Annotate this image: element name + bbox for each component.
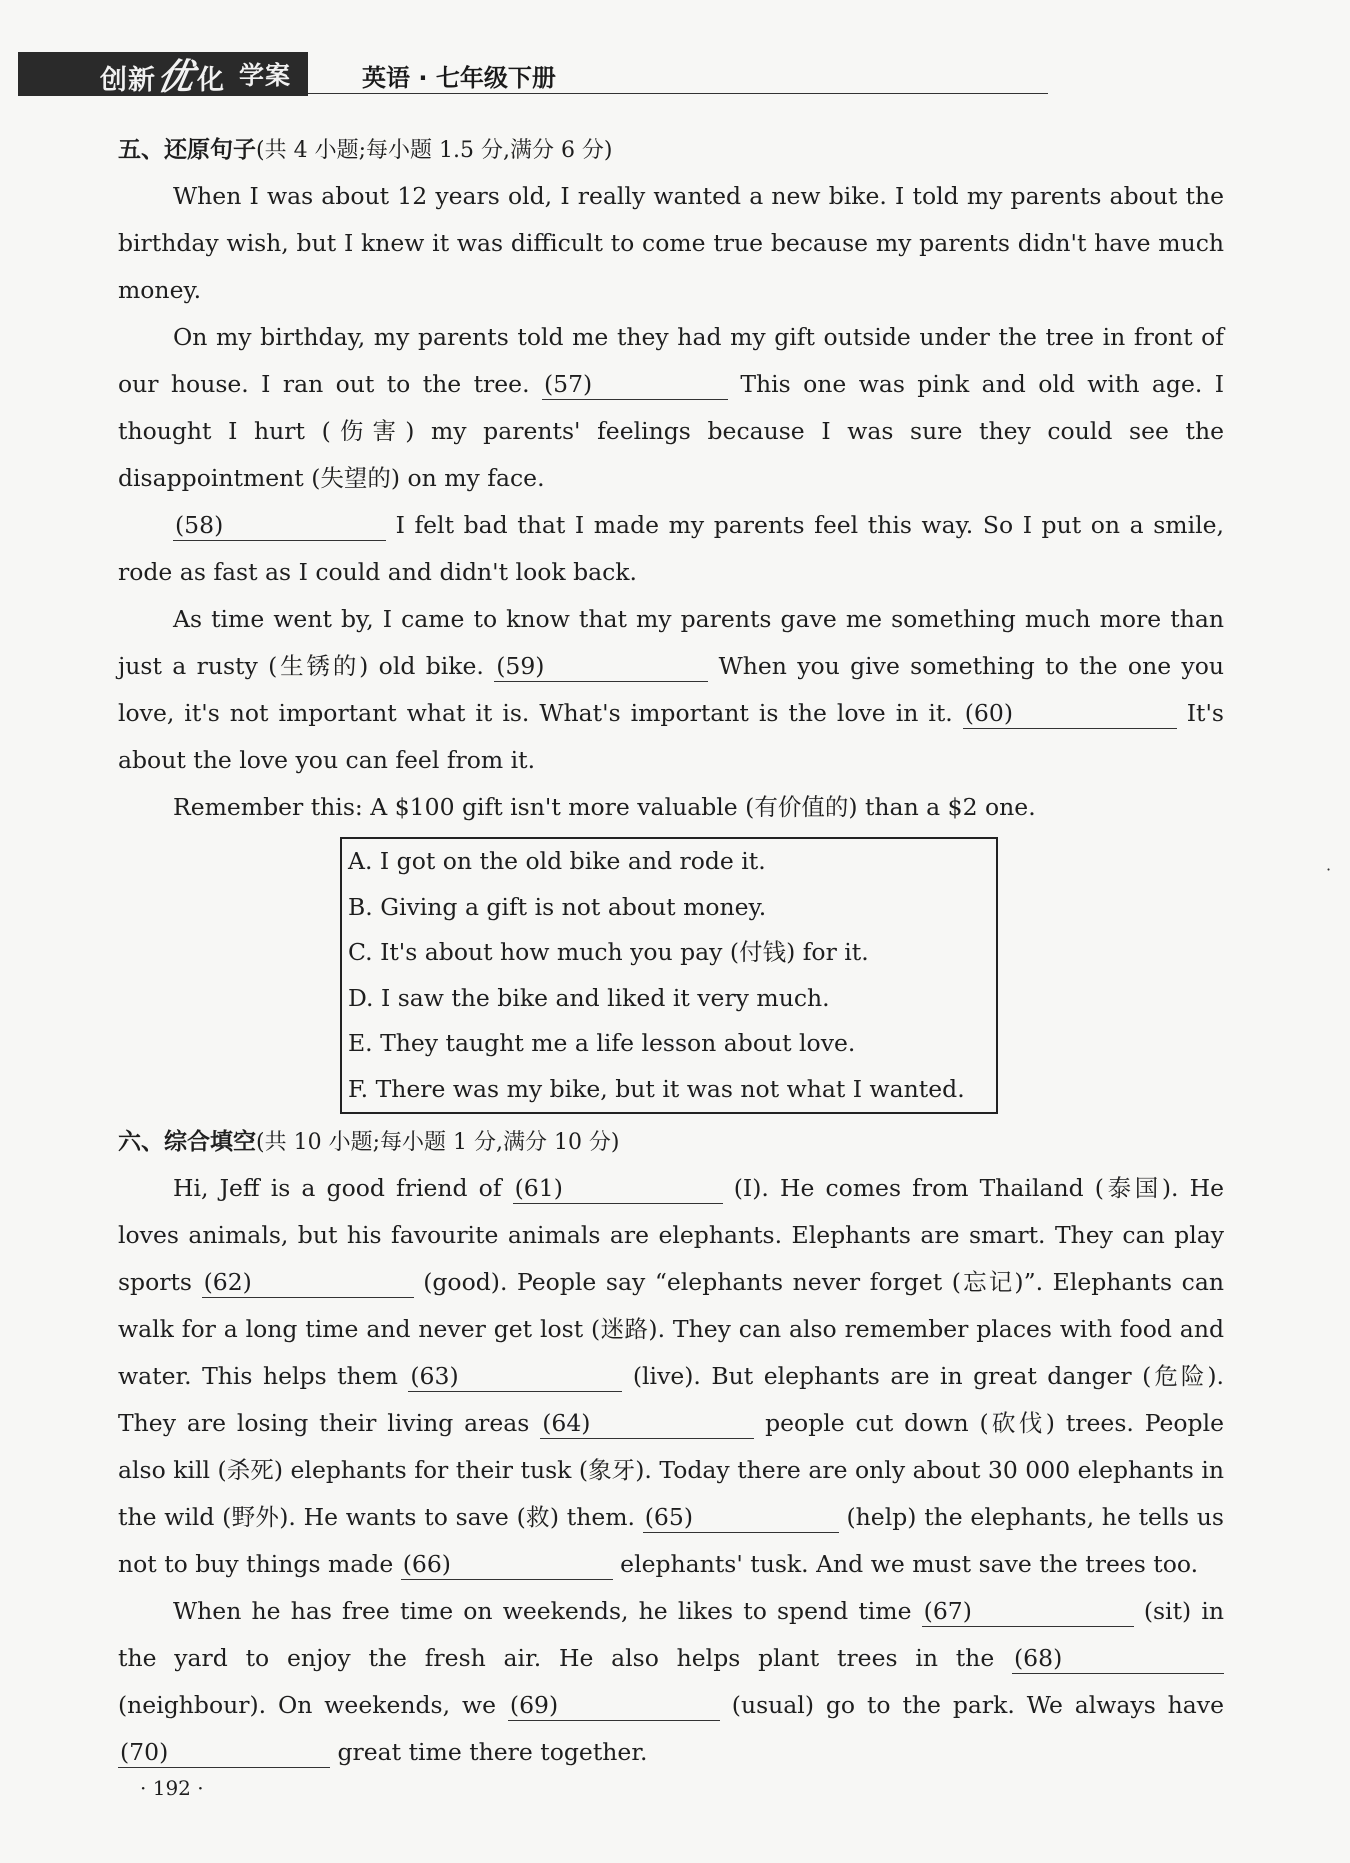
blank-number: (59) [496, 652, 545, 680]
blank-number: (68) [1014, 1644, 1063, 1672]
passage-paragraph [118, 596, 1224, 784]
subject-title: 英语 · 七年级下册 [362, 64, 556, 92]
answer-blank-65[interactable] [643, 1502, 839, 1533]
answer-blank-66[interactable] [401, 1549, 613, 1580]
section-5-heading [118, 128, 1224, 173]
passage-text: great time there together. [330, 1738, 648, 1766]
passage-text: I felt bad that I made my parents feel this way. So I put on a smile, rode as fast as I could and didn't look back. [118, 511, 1224, 586]
passage-text: As time went by, I came to know that my parents gave me something much more than just a rusty (生锈的) old bike. [118, 605, 1224, 680]
passage-text: (neighbour). On weekends, we [118, 1691, 508, 1719]
passage-paragraph [118, 502, 1224, 596]
option-a: A. I got on the old bike and rode it. [348, 847, 766, 875]
passage-text: When you give something to the one you love, it's not important what it is. What's important is the love in it. [118, 652, 1224, 727]
passage-paragraph [118, 784, 1224, 831]
answer-blank-58[interactable] [173, 510, 386, 541]
brand-hua: 化 [197, 64, 226, 96]
page-content [118, 128, 1224, 1776]
section-5-note: (共 4 小题;每小题 1.5 分,满分 6 分) [256, 138, 613, 163]
passage-text: Hi, Jeff is a good friend of [173, 1174, 513, 1202]
passage-paragraph [118, 173, 1224, 314]
blank-number: (60) [964, 699, 1013, 727]
answer-blank-63[interactable] [408, 1361, 622, 1392]
option-d: D. I saw the bike and liked it very much. [348, 983, 830, 1012]
passage-text: (help) the elephants, he tells us not to buy things made [118, 1503, 1224, 1578]
option-e: E. They taught me a life lesson about love. [348, 1029, 856, 1057]
brand-you: 优 [153, 56, 199, 98]
passage-text: (I). He comes from Thailand (泰国). He loves animals, but his favourite animals are elephants. Elephants are smart. They can play sports [118, 1174, 1225, 1296]
section-5-title: 五、还原句子 [118, 137, 256, 163]
brand-logo [100, 49, 225, 100]
answer-blank-60[interactable] [963, 698, 1177, 729]
blank-number: (62) [203, 1268, 252, 1296]
blank-number: (70) [120, 1738, 169, 1766]
answer-blank-69[interactable] [508, 1690, 720, 1721]
blank-number: (69) [509, 1691, 559, 1719]
option-c: C. It's about how much you pay (付钱) for it. [348, 938, 869, 966]
blank-number: (63) [410, 1362, 459, 1390]
header-divider [308, 93, 1048, 94]
passage-text: people cut down (砍伐) trees. People also kill (杀死) elephants for their tusk (象牙). Today there are only about 30 000 elephants in the wild (野外). He wants to save (救) them. [118, 1409, 1225, 1531]
blank-number: (57) [543, 370, 593, 398]
passage-text: (usual) go to the park. We always have [719, 1691, 1224, 1719]
blank-number: (67) [923, 1597, 972, 1625]
passage-text: This one was pink and old with age. I thought I hurt (伤害) my parents' feelings because I was sure they could see the disappointment (失望的) on my face. [118, 370, 1224, 492]
margin-dot: · [1326, 860, 1332, 879]
blank-number: (65) [644, 1503, 693, 1531]
answer-blank-57[interactable] [542, 369, 728, 400]
blank-number: (58) [175, 511, 224, 539]
passage-text: Remember this: A $100 gift isn't more valuable (有价值的) than a $2 one. [173, 793, 1036, 821]
options-box [340, 837, 998, 1114]
blank-number: (66) [402, 1550, 451, 1578]
answer-blank-68[interactable] [1012, 1643, 1224, 1674]
passage-text: (live). But elephants are in great danger (危险). They are losing their living areas [118, 1362, 1224, 1437]
blank-number: (64) [542, 1409, 591, 1437]
option-b: B. Giving a gift is not about money. [348, 892, 767, 921]
passage-text: When I was about 12 years old, I really wanted a new bike. I told my parents about the birthday wish, but I knew it was difficult to come true because my parents didn't have much money. [118, 182, 1224, 304]
brand-suffix: 学案 [239, 61, 292, 90]
passage-text: On my birthday, my parents told me they had my gift outside under the tree in front of our house. I ran out to the tree. [118, 323, 1224, 398]
brand-prefix: 创新 [100, 64, 156, 96]
passage-text: (sit) in the yard to enjoy the fresh air. He also helps plant trees in the [118, 1597, 1224, 1672]
answer-blank-64[interactable] [540, 1408, 754, 1439]
blank-number: (61) [514, 1174, 563, 1202]
passage-text: (good). People say “elephants never forget (忘记)”. Elephants can walk for a long time and never get lost (迷路). They can also remember places with food and water. This helps them [118, 1268, 1224, 1390]
section-6-note: (共 10 小题;每小题 1 分,满分 10 分) [256, 1130, 620, 1155]
answer-blank-70[interactable] [118, 1737, 330, 1768]
option-f: F. There was my bike, but it was not what I wanted. [348, 1074, 965, 1103]
passage-text: elephants' tusk. And we must save the trees too. [612, 1550, 1199, 1578]
answer-blank-62[interactable] [202, 1267, 414, 1298]
section-6-heading [118, 1120, 1224, 1165]
section-6-title: 六、综合填空 [118, 1129, 256, 1155]
passage-paragraph [118, 1588, 1224, 1776]
passage-paragraph [118, 1165, 1224, 1588]
passage-text: It's about the love you can feel from it. [118, 699, 1224, 774]
page-number: · 192 · [140, 1776, 204, 1800]
answer-blank-59[interactable] [494, 651, 708, 682]
answer-blank-61[interactable] [513, 1173, 723, 1204]
passage-paragraph [118, 314, 1224, 502]
passage-text: When he has free time on weekends, he likes to spend time [173, 1597, 922, 1625]
brand-banner [18, 52, 308, 96]
answer-blank-67[interactable] [922, 1596, 1134, 1627]
